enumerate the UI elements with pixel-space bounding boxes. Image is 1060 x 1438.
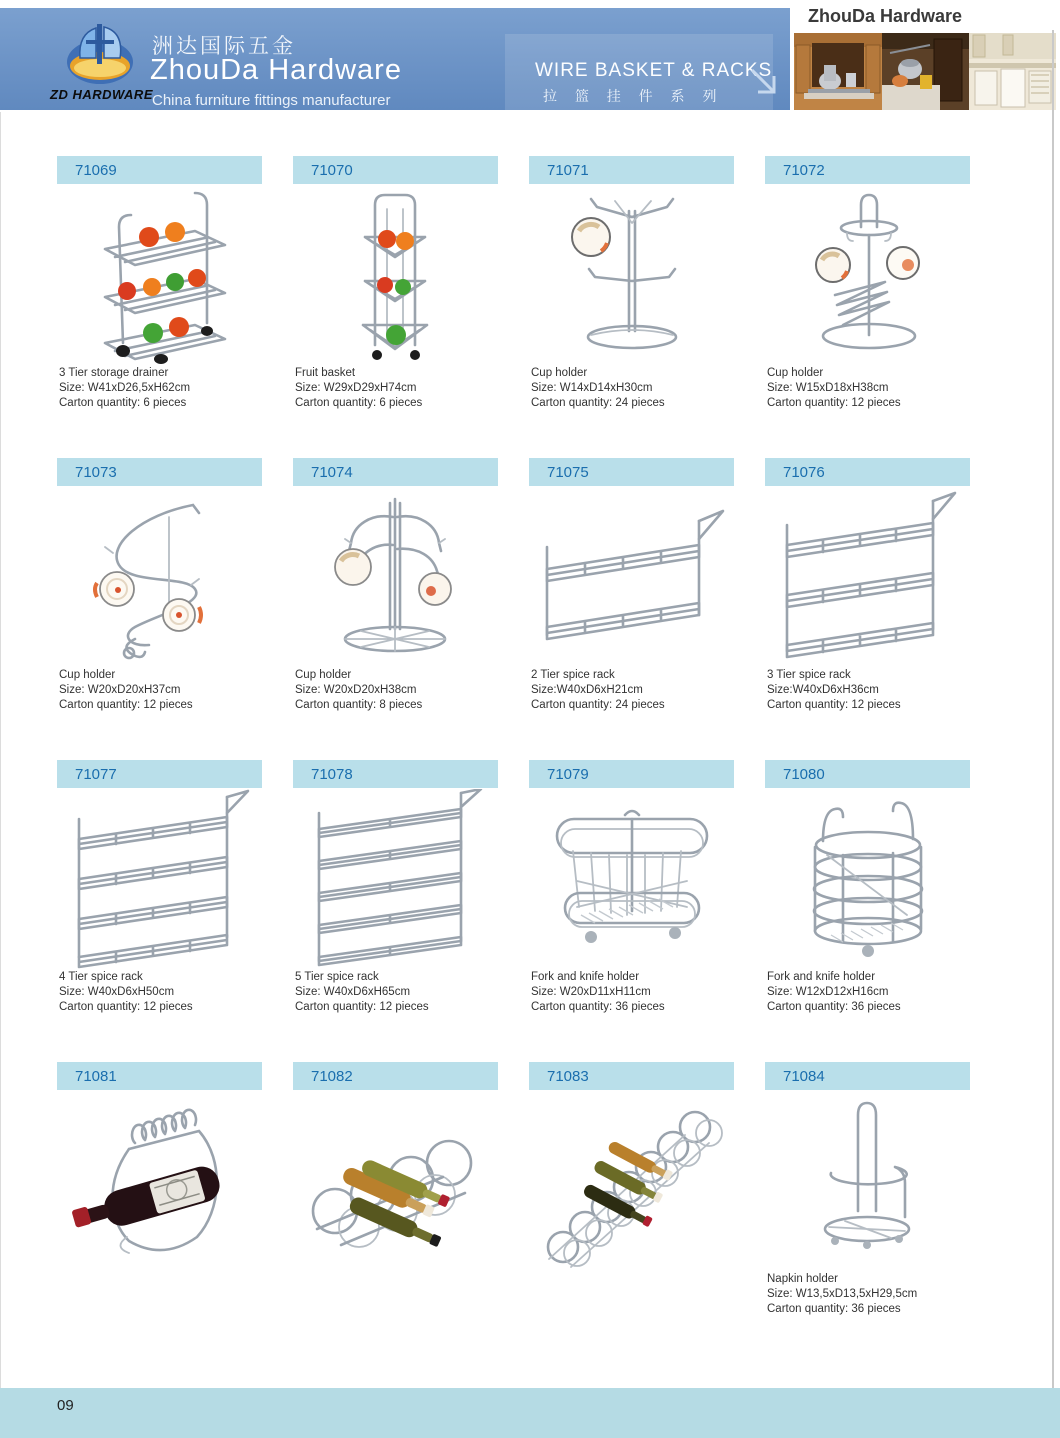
product-carton: Carton quantity: 6 pieces (59, 397, 187, 410)
product-image-fork-knife-holder-oval (529, 788, 734, 970)
product-carton: Carton quantity: 36 pieces (767, 1303, 901, 1316)
product-code: 71079 (547, 765, 589, 783)
kitchen-photo-corner-unit (882, 33, 969, 110)
product-code-bar (765, 760, 970, 788)
product-code-bar (293, 1062, 498, 1090)
section-title-chinese: 拉 篮 挂 件 系 列 (543, 88, 724, 104)
product-image-wine-bottle-holder (57, 1090, 262, 1272)
product-name: Napkin holder (767, 1273, 838, 1285)
product-code-bar (57, 1062, 262, 1090)
product-card-71074 (293, 458, 498, 724)
product-carton: Carton quantity: 36 pieces (531, 1001, 665, 1014)
company-logo (50, 20, 153, 104)
product-code-bar (765, 1062, 970, 1090)
product-name: Cup holder (295, 669, 352, 681)
product-name: Cup holder (59, 669, 116, 681)
company-tagline: China furniture fittings manufacturer (152, 92, 391, 109)
product-card-71080 (765, 760, 970, 1026)
product-code: 71074 (311, 463, 353, 481)
product-name: 5 Tier spice rack (295, 971, 379, 983)
product-code: 71075 (547, 463, 589, 481)
product-carton: Carton quantity: 6 pieces (295, 397, 423, 410)
product-image-2-tier-spice-rack (529, 486, 734, 668)
product-image-4-tier-spice-rack (57, 788, 262, 970)
product-code-bar (765, 458, 970, 486)
logo-text: ZD HARDWARE (50, 87, 153, 102)
product-carton: Carton quantity: 12 pieces (295, 1001, 429, 1014)
kitchen-photos (794, 33, 1056, 110)
product-image-fork-knife-holder-round (765, 788, 970, 970)
product-code: 71081 (75, 1067, 117, 1085)
product-image-5-tier-spice-rack (293, 788, 498, 970)
product-size: Size: W29xD29xH74cm (295, 382, 417, 395)
page-right-edge (1052, 30, 1054, 1388)
product-card-71072 (765, 156, 970, 422)
product-carton: Carton quantity: 12 pieces (59, 699, 193, 712)
product-name: 2 Tier spice rack (531, 669, 615, 681)
product-code-bar (293, 760, 498, 788)
product-code-bar (529, 458, 734, 486)
product-size: Size: W14xD14xH30cm (531, 382, 653, 395)
product-card-71073 (57, 458, 262, 724)
product-size: Size: W40xD6xH50cm (59, 986, 175, 999)
product-image-cup-holder-spiral (57, 486, 262, 668)
product-code-bar (529, 1062, 734, 1090)
kitchen-photo-white-kitchen (969, 33, 1056, 110)
product-code-bar (529, 156, 734, 184)
product-card-71075 (529, 458, 734, 724)
product-card-71081 (57, 1062, 262, 1328)
company-name-english: ZhouDa Hardware (150, 54, 402, 86)
product-size: Size: W12xD12xH16cm (767, 986, 889, 999)
kitchen-photo-wood-cabinet (794, 33, 882, 110)
product-name: Cup holder (767, 367, 824, 379)
product-code: 71073 (75, 463, 117, 481)
product-image-wine-rack-long (529, 1090, 734, 1272)
product-code-bar (529, 760, 734, 788)
product-size: Size: W41xD26,5xH62cm (59, 382, 191, 395)
footer-bar (0, 1388, 1060, 1438)
product-code-bar (293, 156, 498, 184)
product-image-3-tier-storage-drainer (57, 184, 262, 366)
corner-title: ZhouDa Hardware (808, 6, 963, 26)
product-card-71082 (293, 1062, 498, 1328)
product-name: Cup holder (531, 367, 588, 379)
product-code: 71080 (783, 765, 825, 783)
product-card-71084 (765, 1062, 970, 1328)
product-code: 71078 (311, 765, 353, 783)
product-size: Size:W40xD6xH36cm (767, 684, 879, 697)
page-left-edge (0, 112, 1, 1388)
product-size: Size: W20xD20xH38cm (295, 684, 417, 697)
product-code-bar (765, 156, 970, 184)
product-image-3-tier-spice-rack (765, 486, 970, 668)
product-grid (57, 156, 1003, 1328)
product-image-cup-holder-tree (293, 486, 498, 668)
product-card-71077 (57, 760, 262, 1026)
product-card-71076 (765, 458, 970, 724)
product-code: 71071 (547, 161, 589, 179)
product-name: 3 Tier storage drainer (59, 367, 169, 379)
product-size: Size: W13,5xD13,5xH29,5cm (767, 1288, 918, 1301)
product-carton: Carton quantity: 8 pieces (295, 699, 423, 712)
product-code: 71069 (75, 161, 117, 179)
product-image-cup-holder-stand (765, 184, 970, 366)
product-code-bar (57, 458, 262, 486)
product-carton: Carton quantity: 36 pieces (767, 1001, 901, 1014)
company-name-chinese: 洲达国际五金 (152, 35, 296, 58)
arrow-down-right-icon (748, 66, 790, 106)
product-carton: Carton quantity: 24 pieces (531, 699, 665, 712)
product-carton: Carton quantity: 12 pieces (767, 397, 901, 410)
product-code: 71082 (311, 1067, 353, 1085)
product-size: Size: W15xD18xH38cm (767, 382, 889, 395)
product-code-bar (57, 760, 262, 788)
product-image-fruit-basket (293, 184, 498, 366)
product-code: 71076 (783, 463, 825, 481)
product-name: Fork and knife holder (767, 971, 876, 983)
product-carton: Carton quantity: 12 pieces (767, 699, 901, 712)
section-title-english: WIRE BASKET & RACKS (535, 60, 773, 81)
product-image-napkin-holder (765, 1090, 970, 1272)
product-card-71079 (529, 760, 734, 1026)
product-image-wine-rack (293, 1090, 498, 1272)
product-card-71069 (57, 156, 262, 422)
product-name: 4 Tier spice rack (59, 971, 143, 983)
product-size: Size:W40xD6xH21cm (531, 684, 643, 697)
product-size: Size: W40xD6xH65cm (295, 986, 411, 999)
product-size: Size: W20xD20xH37cm (59, 684, 181, 697)
header-banner (0, 8, 793, 110)
product-code: 71072 (783, 161, 825, 179)
page-number: 09 (57, 1397, 74, 1414)
product-code: 71070 (311, 161, 353, 179)
product-code: 71084 (783, 1067, 825, 1085)
product-carton: Carton quantity: 12 pieces (59, 1001, 193, 1014)
product-code: 71077 (75, 765, 117, 783)
product-name: Fruit basket (295, 367, 356, 379)
product-size: Size: W20xD11xH11cm (531, 986, 651, 999)
product-card-71083 (529, 1062, 734, 1328)
product-card-71070 (293, 156, 498, 422)
product-card-71078 (293, 760, 498, 1026)
product-name: Fork and knife holder (531, 971, 640, 983)
product-card-71071 (529, 156, 734, 422)
product-image-cup-holder-mug-tree (529, 184, 734, 366)
header-corner-box (790, 0, 1060, 112)
product-code-bar (293, 458, 498, 486)
product-code-bar (57, 156, 262, 184)
product-name: 3 Tier spice rack (767, 669, 851, 681)
product-carton: Carton quantity: 24 pieces (531, 397, 665, 410)
product-code: 71083 (547, 1067, 589, 1085)
